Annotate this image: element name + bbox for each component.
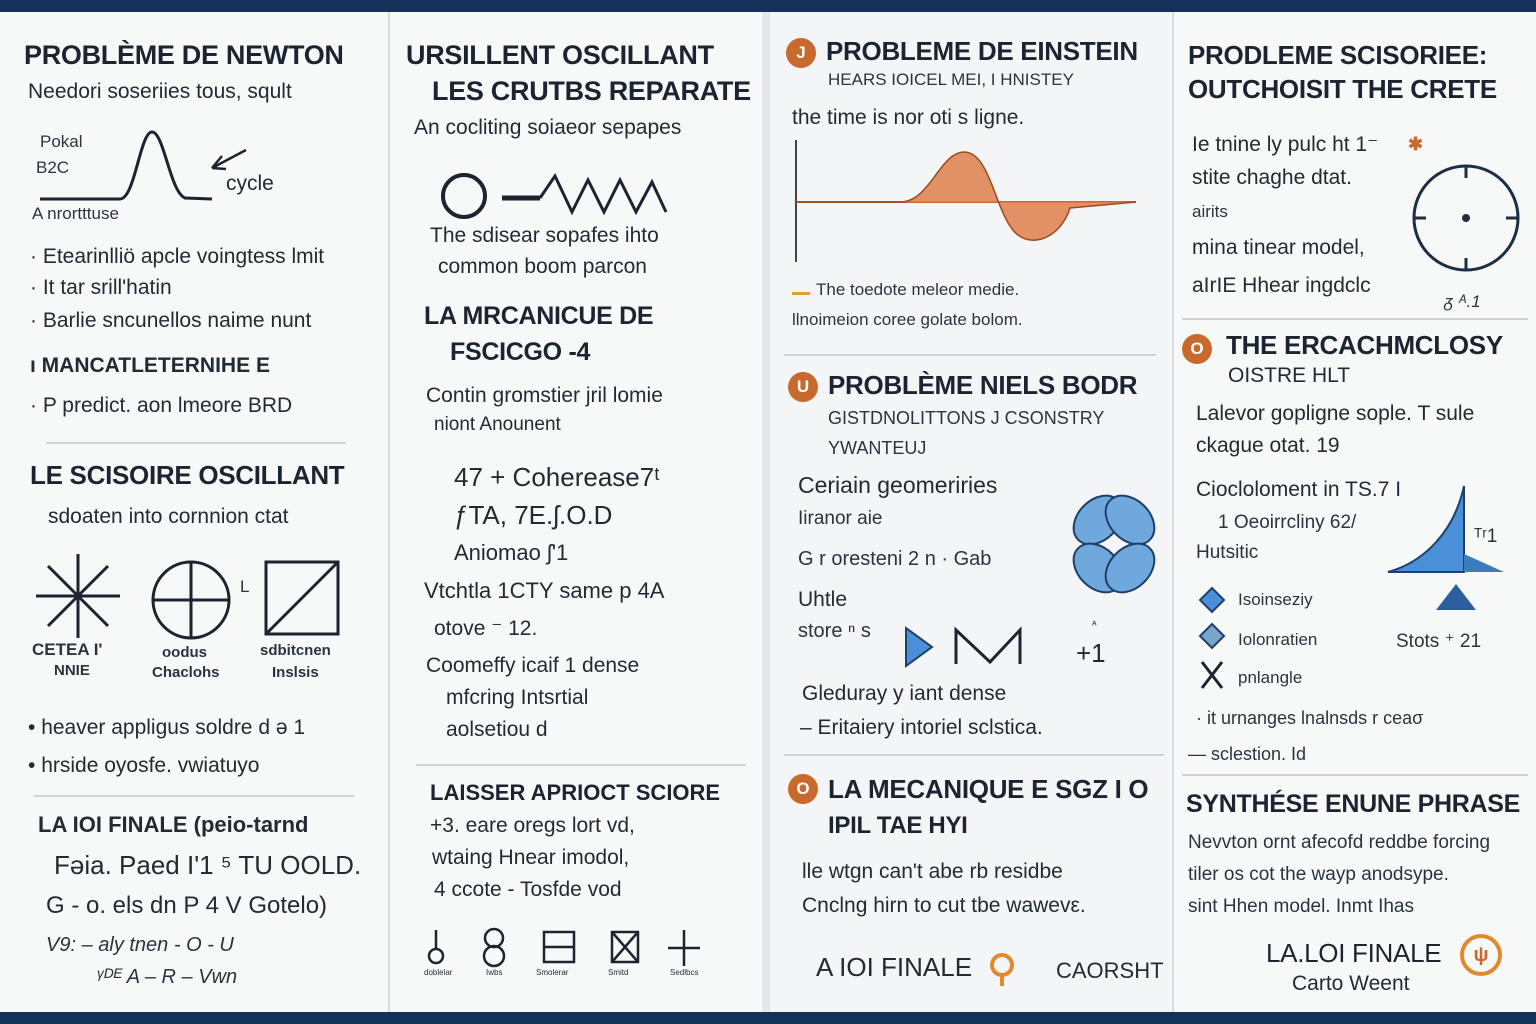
eight-icon xyxy=(484,929,504,966)
mecanique-text-2: Cnclng hirn to cut tbe wawevε. xyxy=(802,894,1086,917)
laisser-text-2: wtaing Hnear imodol, xyxy=(432,846,630,869)
divider xyxy=(34,795,354,797)
scissor-heading: LE SCISOIRE OSCILLANT xyxy=(30,460,345,490)
medal-icon: ψ xyxy=(1460,934,1502,976)
final-line-2: G - o. els dn P 4 V Gotelo) xyxy=(46,892,328,919)
target-circle-icon xyxy=(1410,162,1530,282)
mechanics-text-2: niont Anounent xyxy=(434,414,561,435)
oscillant-desc-1: The sdisear sopafes ihto xyxy=(430,224,659,247)
icon-caption: doblelar xyxy=(424,968,453,977)
bohr-text-3: G r oresteni 2 n · Gab xyxy=(798,548,992,570)
star-burst-icon xyxy=(36,554,120,638)
divider xyxy=(784,354,1156,356)
newton-subtitle: Needori soseriies tous, sqult xyxy=(28,80,292,103)
legend-item: pnlangle xyxy=(1238,668,1303,687)
ring-icon xyxy=(443,175,485,217)
final-line-1: Fəia. Paed I'1 ⁵ TU OOLD. xyxy=(54,850,362,880)
laisser-heading: LAISSER APRIOCT SCIORE xyxy=(430,780,721,805)
diamond-icon xyxy=(1200,624,1224,648)
oscillant-title-2: LES CRUTBS REPARATE xyxy=(432,76,751,106)
diagonal-square-icon xyxy=(266,562,338,634)
footer-right-label: CAORSHT xyxy=(1056,958,1164,983)
einstein-legend-2: llnoimeion coree golate bolom. xyxy=(792,310,1023,329)
shape-label-2b: Chaclohs xyxy=(152,664,220,681)
shape-row xyxy=(0,542,388,642)
bohr-graphics xyxy=(770,492,1172,612)
final-law-label: A IOI FINALE xyxy=(816,952,973,982)
oscillation-diagram xyxy=(390,168,762,228)
triangle-label: ᵀʳ1 xyxy=(1474,526,1498,547)
scissor-text-2: stite chaghe dtat. xyxy=(1192,166,1352,189)
section-label: A nrortttuse xyxy=(32,204,119,223)
curved-triangle-icon xyxy=(1388,486,1464,572)
formula-1: 47 + Coherease7ᵗ xyxy=(454,462,660,492)
list-item: • heaver appligus soldre d ə 1 xyxy=(28,716,306,739)
synthese-title: SYNTHÉSE ENUNE PHRASE xyxy=(1186,790,1521,818)
synthese-line-1: Nevvton ornt afecofd reddbe forcing xyxy=(1188,832,1491,853)
geometry-text-1: Coomeffy icaif 1 dense xyxy=(426,654,640,677)
graph-caption: cycle xyxy=(226,172,274,195)
shape-label-1a: CETEA I' xyxy=(32,640,103,659)
graph-label-top: Pokal xyxy=(40,132,83,151)
mechanics-heading-2: FSCICGO -4 xyxy=(450,338,591,366)
ercachmclosy-text-5: Hutsitic xyxy=(1196,542,1259,563)
arrow-icon xyxy=(212,150,246,168)
bohr-subtitle-2: YWANTEUJ xyxy=(828,438,927,458)
synthese-line-3: sint Hhen model. Inmt Ihas xyxy=(1188,896,1414,917)
section-badge-icon: J xyxy=(786,38,816,68)
icon-caption: Smitd xyxy=(608,968,629,977)
divider xyxy=(416,764,746,766)
icon-row xyxy=(390,926,762,966)
bohr-text-7: – Eritaiery intoriel sclstica. xyxy=(800,716,1043,739)
play-triangle-icon xyxy=(906,628,932,666)
final-line-4: ᵞᴰᴱ A – R – Vwn xyxy=(96,966,238,988)
einstein-subtitle: HEARS IOICEL MEI, I HNISTEY xyxy=(828,70,1074,89)
geometry-text-2: mfcring Intsrtial xyxy=(446,686,589,709)
panel-scissor-problem xyxy=(1172,12,1536,1012)
bohr-text-2: Iiranor aie xyxy=(798,508,883,529)
legend-item: Isoinseziy xyxy=(1238,590,1313,609)
bohr-text-4: Uhtle xyxy=(798,588,848,611)
oscillant-title-1: URSILLENT OSCILLANT xyxy=(406,40,714,70)
final-law-subtitle: Carto Weent xyxy=(1292,972,1410,995)
newton-title: PROBLÈME DE NEWTON xyxy=(24,40,344,70)
list-item: · Etearinlliö apcle voingtess lmit xyxy=(30,245,325,268)
medal-icon xyxy=(982,952,1022,992)
scissor-subtitle: sdoaten into cornnion ctat xyxy=(48,505,289,528)
star-icon: ✱ xyxy=(1408,134,1424,154)
panel-newton xyxy=(0,12,388,1012)
bohr-text-6: Gleduray y iant dense xyxy=(802,682,1007,705)
bohr-subtitle-1: GISTDNOLITTONS J CSONSTRY xyxy=(828,408,1105,428)
plus-icon xyxy=(668,930,700,966)
mecanique-title-2: IPIL TAE HYI xyxy=(828,812,968,839)
einstein-title: PROBLEME DE EINSTEIN xyxy=(826,36,1138,66)
shape-label-3b: Inslsis xyxy=(272,664,319,681)
cross-icon xyxy=(1202,662,1222,688)
key-icon xyxy=(429,930,443,963)
shape-label-1b: NNIE xyxy=(54,662,90,679)
bohr-text-5: store ⁿ s xyxy=(798,620,871,642)
panel-oscillant xyxy=(388,12,762,1012)
icon-caption: Sedlbcs xyxy=(670,968,699,977)
divider xyxy=(1182,318,1528,320)
icon-caption: Smolerar xyxy=(536,968,569,977)
ercachmclosy-text-2: ckague otat. 19 xyxy=(1196,434,1340,457)
pulse-curve xyxy=(40,132,212,199)
legend-item: Iolonratien xyxy=(1238,630,1318,649)
section-badge-icon: O xyxy=(788,774,818,804)
wave-chart xyxy=(770,136,1172,276)
ercachmclosy-text-4: 1 Oeoirrcliny 62/ xyxy=(1218,512,1357,533)
mechanics-heading-1: LA MRCANICUE DE xyxy=(424,302,654,330)
box-icon xyxy=(544,932,574,962)
list-item: · P predict. aon lmeore BRD xyxy=(30,394,293,417)
laisser-text-1: +3. eare oregs lort vd, xyxy=(430,814,635,837)
final-law-title: LA IOI FINALE (peio-tarnd xyxy=(38,812,309,837)
geometry-text-3: aolsetiou d xyxy=(446,718,548,741)
plus-one-label: +1 xyxy=(1076,638,1106,668)
scissor-problem-title-2: OUTCHOISIT THE CRETE xyxy=(1188,74,1497,104)
bottom-frame-bar xyxy=(0,1012,1536,1024)
ercachmclosy-text-1: Lalevor gopligne sople. T sule xyxy=(1196,402,1475,425)
panel-einstein-bohr xyxy=(770,12,1172,1012)
scissor-text-4: mina tinear model, xyxy=(1192,236,1365,259)
zigzag-wave-icon xyxy=(540,176,666,212)
laisser-text-3: 4 ccote - Tosfde vod xyxy=(434,878,622,901)
shape-mark: L xyxy=(240,577,250,596)
scribble-mark: ᵹ ᴬ.1 xyxy=(1444,292,1481,311)
einstein-legend-1: The toedote meleor medie. xyxy=(816,280,1020,299)
wave-shape xyxy=(796,152,1136,240)
legend-swatch xyxy=(792,292,810,295)
scissor-problem-title-1: PRODLEME SCISORIEE: xyxy=(1188,40,1488,70)
crossed-circle-icon xyxy=(153,562,229,638)
top-frame-bar xyxy=(0,0,1536,12)
crossed-box-icon xyxy=(612,932,638,962)
small-wedge-icon xyxy=(1464,554,1504,572)
scissor-text-5: aIrIE Hhear ingdclc xyxy=(1192,274,1371,297)
oscillant-subtitle: An cocliting soiaeor sepapes xyxy=(414,116,682,139)
section-badge-icon: O xyxy=(1182,334,1212,364)
einstein-text: the time is nor oti s ligne. xyxy=(792,106,1025,129)
mecanique-text-1: lle wtgn can't abe rb residbe xyxy=(802,860,1063,883)
blue-triangle-icon xyxy=(1436,584,1476,610)
section-badge-icon: U xyxy=(788,372,818,402)
mechanics-text-1: Contin gromstier jril lomie xyxy=(426,384,663,407)
formula-4: Vtchtla 1CTY same p 4A xyxy=(424,578,665,603)
divider xyxy=(46,442,346,444)
diamond-icon xyxy=(1200,588,1224,612)
shape-label-3a: sdbitcnen xyxy=(260,642,331,659)
list-item: · It tar srill'hatin xyxy=(30,276,172,299)
shape-label-2a: oodus xyxy=(162,644,207,661)
legend-icons xyxy=(1198,584,1238,704)
oscillant-desc-2: common boom parcon xyxy=(438,255,647,278)
scissor-text-1: Ie tnine ly pulc ht 1⁻ xyxy=(1192,133,1379,156)
list-item: • hrside oyosfe. vwiatuyo xyxy=(28,754,260,777)
ercachmclosy-title-1: THE ERCACHMCLOSY xyxy=(1226,330,1503,360)
stats-label: Stots ⁺ 21 xyxy=(1396,631,1482,652)
graph-label-bottom: B2C xyxy=(36,158,70,177)
four-petal-icon xyxy=(1064,486,1164,602)
subheading: ı MANCATLETERNIHE E xyxy=(30,354,270,377)
ercachmclosy-text-6: · it urnanges lnalnsds r ceaσ xyxy=(1196,708,1424,728)
list-item: · Barlie sncunellos naime nunt xyxy=(30,309,312,332)
icon-caption: Iwbs xyxy=(486,968,503,977)
ercachmclosy-text-3: Ciocloloment in TS.7 I xyxy=(1196,478,1402,501)
formula-2: ƒTA, 7E.ʃ.O.D xyxy=(454,500,613,530)
bohr-title: PROBLÈME NIELS BODR xyxy=(828,370,1138,400)
divider xyxy=(784,754,1164,756)
divider xyxy=(1182,774,1528,776)
mini-mark: ᴬ xyxy=(1092,620,1097,631)
mn-glyph-icon xyxy=(956,630,1020,664)
final-law-title: LA.LOI FINALE xyxy=(1266,938,1442,968)
formula-3: Aniomao ʃ'1 xyxy=(454,540,569,565)
ercachmclosy-title-2: OISTRE HLT xyxy=(1228,364,1351,387)
final-line-3: V9: – aly tnen - O - U xyxy=(46,934,234,956)
scissor-text-3: airits xyxy=(1192,202,1228,221)
bohr-text-1: Ceriain geomeriries xyxy=(798,472,998,498)
ercachmclosy-text-7: — sclestion. Id xyxy=(1188,744,1307,764)
synthese-line-2: tiler os cot the wayp anodsype. xyxy=(1188,864,1449,885)
mecanique-title-1: LA MECANIQUE E SGZ I O xyxy=(828,774,1149,804)
formula-5: otove ⁻ 12. xyxy=(434,617,538,640)
